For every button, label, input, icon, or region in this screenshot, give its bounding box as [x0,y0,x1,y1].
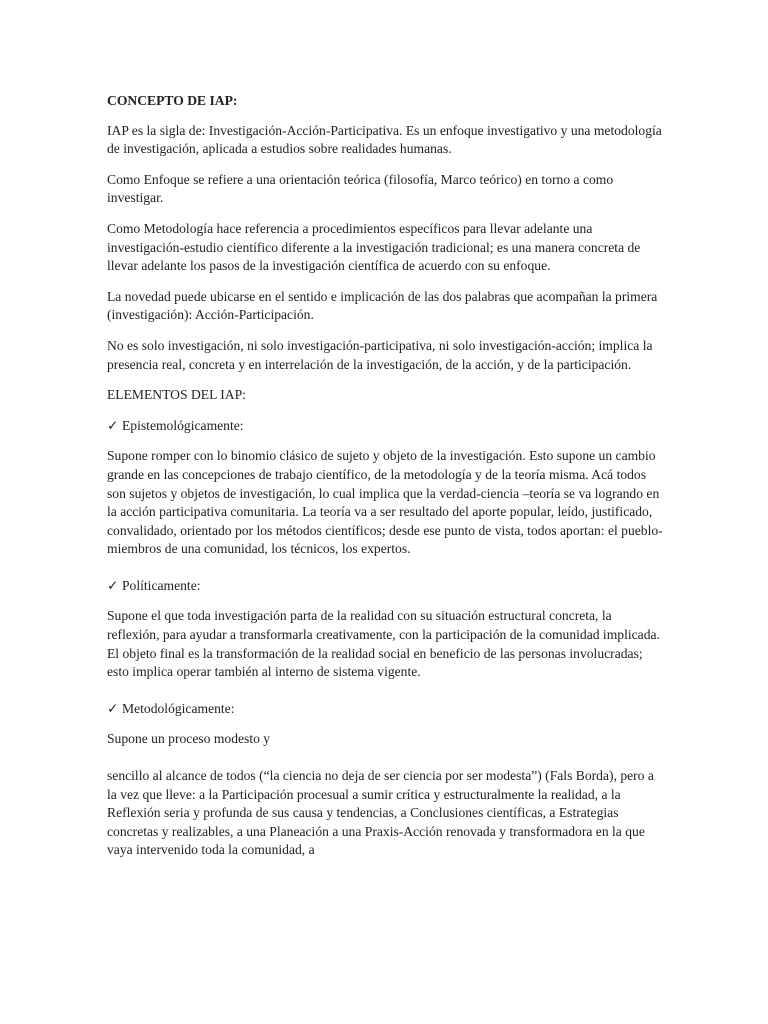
section-epistemologico-label [107,417,663,436]
paragraph-iap-definition: IAP es la sigla de: Investigación-Acción-Participativa. Es un enfoque investigativo y una metodología de investigación, aplicada a estudios sobre realidades humanas. [107,122,662,157]
section-politico-text: Supone el que toda investigación parta de la realidad con su situación estructural concreta, la reflexión, para ayudar a transformarla creativamente, con la participación de la comunidad implicada. El objeto final es la transformación de la realidad social en beneficio de las personas involucradas; esto implica operar también al interno de sistema vigente. [107,608,660,680]
section-label: Políticamente: [122,577,201,593]
section-epistemologico-text: Supone romper con lo binomio clásico de sujeto y objeto de la investigación. Esto supone un cambio grande en las concepciones de trabajo científico, de la metodología y de la teoría misma. Acá todos son sujetos y objetos de investigación, lo cual implica que la verdad-ciencia –teoría se va logrando en la acción participativa comunitaria. La teoría va a ser resultado del aporte popular, leído, justificado, convalidado, orientado por los métodos científicos; desde ese punto de vista, todos aportan: el pueblo-miembros de una comunidad, los técnicos, los expertos. [107,448,663,557]
document-title: CONCEPTO DE IAP: [107,93,238,108]
section-metodologico-text: Supone un proceso modesto y [107,731,271,747]
section-politico-label [107,577,663,596]
checkmark-icon: ✓ [107,417,119,433]
section-metodologico-label [107,700,663,719]
section-metodologico-continuation: sencillo al alcance de todos (“la ciencia no deja de ser ciencia por ser modesta”) (Fals Borda), pero a la vez que lleve: a la Participación procesual a sumir crítica y estructuralmente la realidad, a la Reflexión seria y profunda de sus causa y tendencias, a Conclusiones científicas, a Estrategias concretas y realizables, a una Planeación a una Praxis-Acción renovada y transformadora en la que vaya intervenido toda la comunidad, a [107,768,654,858]
checkmark-icon: ✓ [107,700,119,716]
elements-heading: ELEMENTOS DEL IAP: [107,387,246,403]
paragraph-enfoque: Como Enfoque se refiere a una orientación teórica (filosofía, Marco teórico) en torno a como investigar. [107,171,614,206]
checkmark-icon: ✓ [107,577,119,593]
paragraph-metodologia: Como Metodología hace referencia a procedimientos específicos para llevar adelante una investigación-estudio científico diferente a la investigación tradicional; es una manera concreta de llevar adelante los pasos de la investigación científica de acuerdo con su enfoque. [107,220,641,274]
paragraph-no-es-solo: No es solo investigación, ni solo investigación-participativa, ni solo investigación-acción; implica la presencia real, concreta y en interrelación de la investigación, de la acción, y de la participación. [107,337,653,372]
document-page [107,92,663,872]
section-label: Metodológicamente: [122,700,235,716]
section-label: Epistemológicamente: [122,417,244,433]
paragraph-novedad: La novedad puede ubicarse en el sentido e implicación de las dos palabras que acompañan la primera (investigación): Acción-Participación. [107,288,658,323]
